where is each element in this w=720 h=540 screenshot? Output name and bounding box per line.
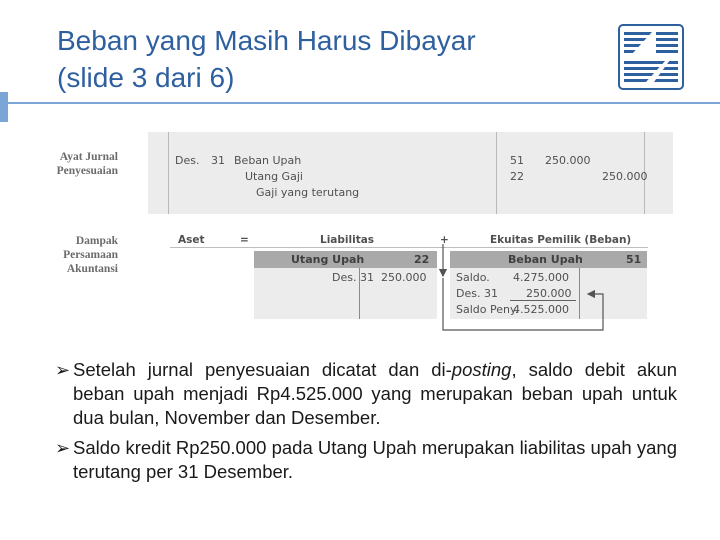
t-account-row-amount: 4.525.000 [513, 303, 569, 316]
equation-equity: Ekuitas Pemilik (Beban) [490, 234, 632, 246]
journal-explanation: Gaji yang terutang [256, 186, 360, 199]
journal-debit-amount: 250.000 [545, 154, 591, 167]
equation-plus: + [440, 234, 449, 246]
t-account-entry-amount: 250.000 [381, 271, 427, 284]
label-adjusting-entry: Ayat Jurnal Penyesuaian [56, 151, 118, 177]
t-account-name: Utang Upah [291, 253, 365, 266]
journal-day: 31 [211, 154, 225, 167]
t-account-number: 22 [414, 253, 430, 266]
arrow-to-wages-expense-icon [443, 278, 603, 330]
t-account-number: 51 [626, 253, 642, 266]
equation-liabilities: Liabilitas [320, 234, 375, 246]
journal-credit-amount: 250.000 [602, 170, 648, 183]
journal-debit-ref: 51 [510, 154, 524, 167]
equation-assets: Aset [178, 234, 205, 246]
slide-title-line-2: (slide 3 dari 6) [57, 62, 235, 93]
bullet-item: ➢ Saldo kredit Rp250.000 pada Utang Upah merupakan liabilitas upah yang terutang per 31 Desember. [55, 437, 677, 482]
label-equation-effect: Dampak Persamaan Akuntansi [63, 235, 118, 275]
bullet-item: ➢ Setelah jurnal penyesuaian dicatat dan di-posting, saldo debit akun beban upah menjadi Rp4.525.000 yang merupakan beban upah untuk dua bulan, November dan Desember. [55, 359, 677, 428]
slide-title-line-1: Beban yang Masih Harus Dibayar [57, 25, 476, 56]
journal-month: Des. [175, 154, 200, 167]
t-account-row-amount: 250.000 [526, 287, 572, 300]
t-account-name: Beban Upah [508, 253, 583, 266]
t-account-row-amount: 4.275.000 [513, 271, 569, 284]
bullet-list [55, 358, 677, 484]
journal-credit-ref: 22 [510, 170, 524, 183]
journal-debit-account: Beban Upah [234, 154, 302, 167]
arrow-bullet-icon: ➢ [55, 438, 71, 458]
arrow-bullet-icon: ➢ [55, 360, 71, 380]
t-account-row-label: Saldo. [456, 271, 490, 284]
t-account-row-label: Des. 31 [456, 287, 498, 300]
equation-equals: = [240, 234, 249, 246]
journal-credit-account: Utang Gaji [245, 170, 303, 183]
t-account-entry-label: Des. 31 [332, 271, 374, 284]
t-account-row-label: Saldo Peny. [456, 303, 519, 316]
